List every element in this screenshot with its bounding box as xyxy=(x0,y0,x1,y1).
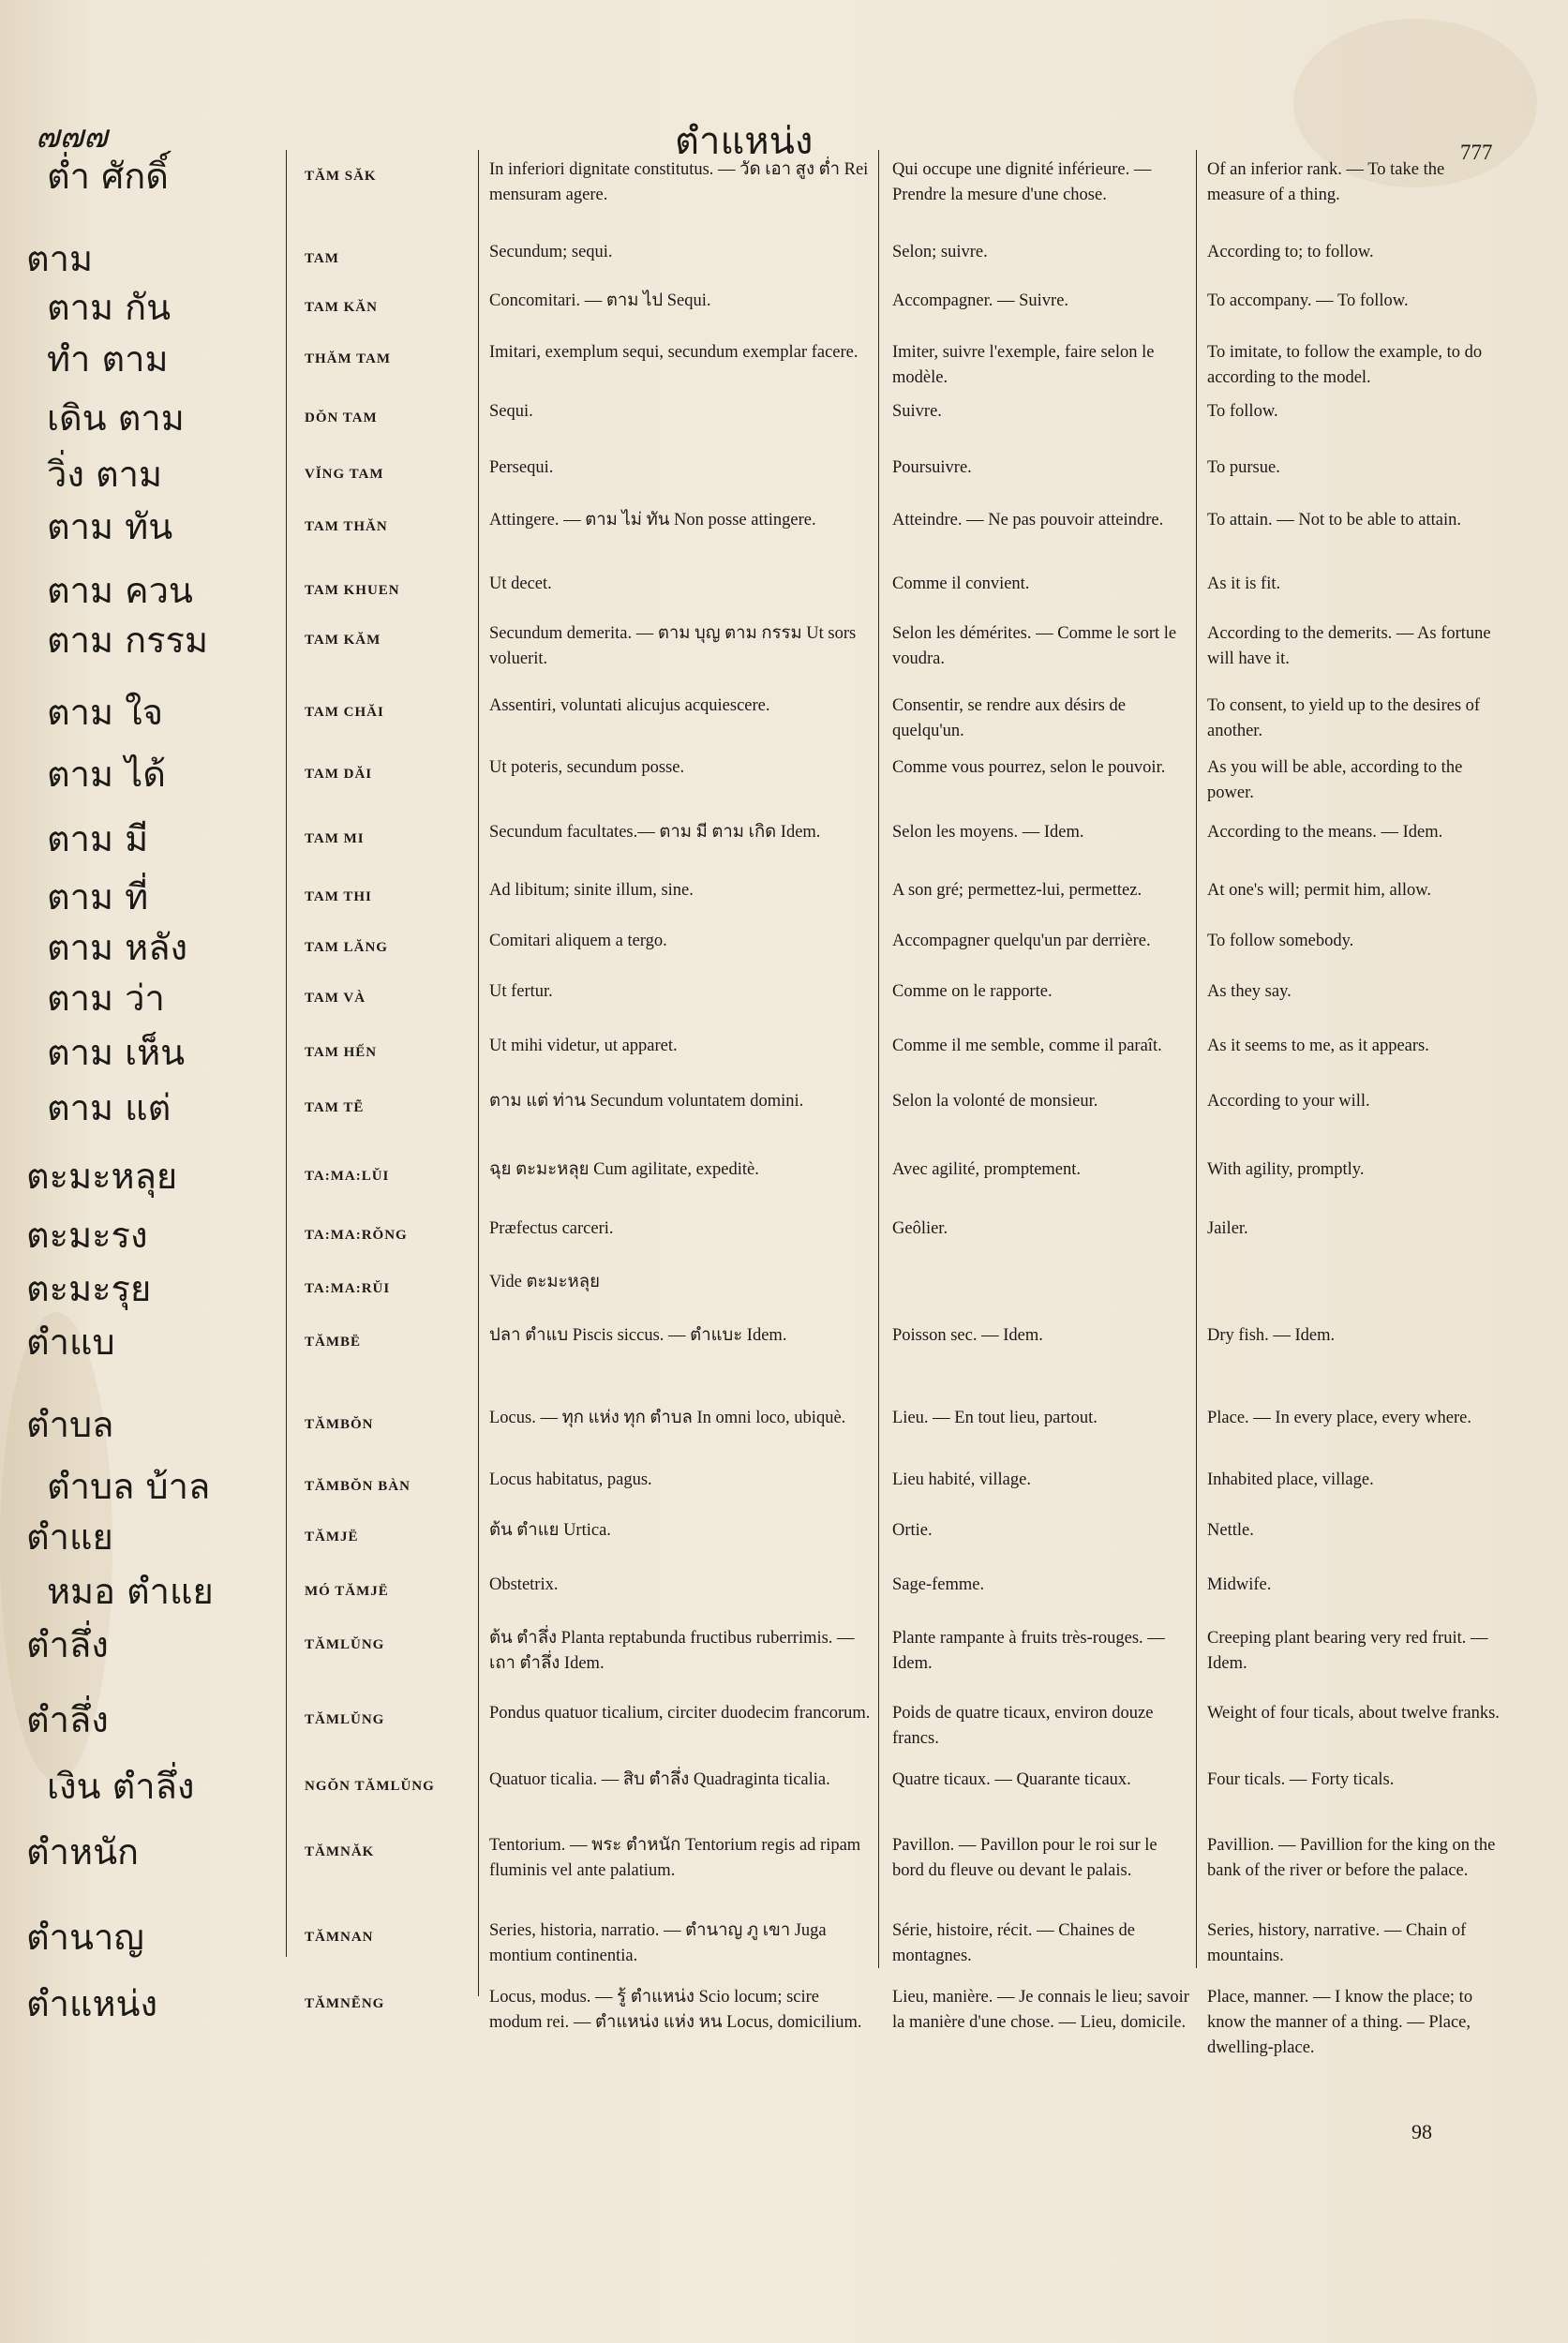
thai-headword: ตำลึ่ง xyxy=(26,1699,109,1740)
romanization: TAM HẾN xyxy=(305,1045,378,1060)
romanization: TĂMBË xyxy=(305,1335,362,1350)
thai-headword: ตะมะรง xyxy=(26,1215,148,1256)
thai-headword: ทำ ตาม xyxy=(47,338,169,380)
latin-definition: Secundum demerita. — ตาม บุญ ตาม กรรม Ut sors voluerit. xyxy=(489,624,857,668)
latin-definition: Pondus quatuor ticalium, circiter duodecim francorum. xyxy=(489,1704,871,1723)
thai-headword: ตำแย xyxy=(26,1516,113,1558)
english-definition: Four ticals. — Forty ticals. xyxy=(1207,1770,1395,1789)
english-definition: To accompany. — To follow. xyxy=(1207,291,1409,310)
french-definition: Comme on le rapporte. xyxy=(892,982,1053,1001)
english-definition: Place, manner. — I know the place; to know the manner of a thing. — Place, dwelling-place. xyxy=(1207,1988,1473,2057)
english-definition: To follow. xyxy=(1207,402,1278,421)
french-definition: Selon les moyens. — Idem. xyxy=(892,823,1084,842)
latin-definition: ปลา ตำแบ Piscis siccus. — ตำแบะ Idem. xyxy=(489,1326,787,1345)
thai-headword: ตาม มี xyxy=(47,818,149,859)
thai-headword: ตำนาญ xyxy=(26,1917,144,1958)
romanization: TAM VÀ xyxy=(305,991,366,1006)
latin-definition: ตาม แต่ ท่าน Secundum voluntatem domini. xyxy=(489,1092,804,1111)
french-definition: Consentir, se rendre aux désirs de quelqu'un. xyxy=(892,696,1126,740)
french-definition: Pavillon. — Pavillon pour le roi sur le bord du fleuve ou devant le palais. xyxy=(892,1836,1157,1880)
thai-headword: ตาม กัน xyxy=(47,287,172,328)
latin-definition: Tentorium. — พระ ตำหนัก Tentorium regis ad ripam fluminis vel ante palatium. xyxy=(489,1836,861,1880)
column-divider xyxy=(478,150,479,1996)
english-definition: Dry fish. — Idem. xyxy=(1207,1326,1336,1345)
latin-definition: Obstetrix. xyxy=(489,1575,559,1594)
english-definition: Weight of four ticals, about twelve franks. xyxy=(1207,1704,1500,1723)
thai-headword: ตาม เห็น xyxy=(47,1032,186,1073)
thai-headword: ตำลึ่ง xyxy=(26,1624,109,1665)
latin-definition: Imitari, exemplum sequi, secundum exemplar facere. xyxy=(489,343,859,362)
romanization: TAM THĂN xyxy=(305,519,388,534)
english-definition: Nettle. xyxy=(1207,1521,1254,1540)
english-definition: Midwife. xyxy=(1207,1575,1272,1594)
french-definition: Lieu habité, village. xyxy=(892,1470,1031,1489)
romanization: TAM MI xyxy=(305,831,365,846)
latin-definition: Ut decet. xyxy=(489,575,552,593)
corner-numerals: ๗๗๗ xyxy=(36,118,108,156)
latin-definition: Locus, modus. — รู้ ตำแหน่ง Scio locum; scire modum rei. — ตำแหน่ง แห่ง หน Locus, domicilium. xyxy=(489,1988,862,2032)
latin-definition: ต้น ตำแย Urtica. xyxy=(489,1521,611,1540)
english-definition: To pursue. xyxy=(1207,458,1280,477)
thai-headword: เงิน ตำลึ่ง xyxy=(47,1766,195,1807)
latin-definition: Secundum; sequi. xyxy=(489,243,613,261)
thai-headword: ตาม ว่า xyxy=(47,977,165,1019)
thai-headword: ตาม ควน xyxy=(47,570,193,611)
thai-headword: ตาม ใจ xyxy=(47,692,163,733)
latin-definition: Series, historia, narratio. — ตำนาญ ภู เขา Juga montium continentia. xyxy=(489,1921,827,1965)
latin-definition: Ut fertur. xyxy=(489,982,553,1001)
latin-definition: Ut poteris, secundum posse. xyxy=(489,758,685,777)
french-definition: Ortie. xyxy=(892,1521,933,1540)
romanization: NGŎN TĂMLŬNG xyxy=(305,1779,435,1794)
latin-definition: Concomitari. — ตาม ไป Sequi. xyxy=(489,291,711,310)
english-definition: According to your will. xyxy=(1207,1092,1370,1111)
french-definition: Qui occupe une dignité inférieure. — Prendre la mesure d'une chose. xyxy=(892,160,1152,204)
page-title: ตำแหน่ง xyxy=(675,120,814,163)
romanization: TĂMLŬNG xyxy=(305,1637,385,1652)
english-definition: To imitate, to follow the example, to do according to the model. xyxy=(1207,343,1483,387)
english-definition: Creeping plant bearing very red fruit. — Idem. xyxy=(1207,1629,1488,1673)
column-divider xyxy=(286,150,287,1957)
latin-definition: Vide ตะมะหลุย xyxy=(489,1273,600,1291)
footer-number: 98 xyxy=(1411,2120,1432,2143)
romanization: TĂMBŎN BÀN xyxy=(305,1479,411,1494)
romanization: TĂMNAN xyxy=(305,1930,374,1945)
french-definition: Lieu. — En tout lieu, partout. xyxy=(892,1409,1098,1427)
thai-headword: ตำแบ xyxy=(26,1321,115,1363)
romanization: TAM KĂN xyxy=(305,300,378,315)
french-definition: Série, histoire, récit. — Chaines de montagnes. xyxy=(892,1921,1135,1965)
french-definition: Selon; suivre. xyxy=(892,243,988,261)
french-definition: Imiter, suivre l'exemple, faire selon le modèle. xyxy=(892,343,1155,387)
latin-definition: ต้น ตำลึ่ง Planta reptabunda fructibus ruberrimis. — เถา ตำลึ่ง Idem. xyxy=(489,1629,855,1673)
romanization: TAM LĂNG xyxy=(305,940,388,955)
latin-definition: Sequi. xyxy=(489,402,533,421)
romanization: TAM TẼ xyxy=(305,1100,365,1115)
latin-definition: ฉุย ตะมะหลุย Cum agilitate, expeditè. xyxy=(489,1160,759,1179)
romanization: TA:MA:RŬI xyxy=(305,1281,391,1296)
thai-headword: ตาม กรรม xyxy=(47,619,209,661)
english-definition: According to the demerits. — As fortune will have it. xyxy=(1207,624,1491,668)
french-definition: Accompagner. — Suivre. xyxy=(892,291,1069,310)
french-definition: Accompagner quelqu'un par derrière. xyxy=(892,932,1151,950)
french-definition: Atteindre. — Ne pas pouvoir atteindre. xyxy=(892,511,1164,530)
romanization: VĬNG TAM xyxy=(305,467,384,482)
romanization: TA:MA:RŎNG xyxy=(305,1228,408,1243)
latin-definition: Persequi. xyxy=(489,458,554,477)
english-definition: To consent, to yield up to the desires of another. xyxy=(1207,696,1481,740)
french-definition: Plante rampante à fruits très-rouges. — Idem. xyxy=(892,1629,1165,1673)
romanization: TĂMNẼNG xyxy=(305,1996,385,2011)
thai-headword: ตาม ที่ xyxy=(47,876,149,918)
latin-definition: Quatuor ticalia. — สิบ ตำลึ่ง Quadraginta ticalia. xyxy=(489,1770,830,1789)
english-definition: As it seems to me, as it appears. xyxy=(1207,1037,1429,1055)
romanization: DŎN TAM xyxy=(305,410,378,425)
english-definition: Pavillion. — Pavillion for the king on the bank of the river or before the palace. xyxy=(1207,1836,1496,1880)
french-definition: Quatre ticaux. — Quarante ticaux. xyxy=(892,1770,1131,1789)
romanization: TĂMLŬNG xyxy=(305,1712,385,1727)
column-divider xyxy=(878,150,879,1968)
thai-headword: เดิน ตาม xyxy=(47,397,185,439)
latin-definition: Locus. — ทุก แห่ง ทุก ตำบล In omni loco, ubiquè. xyxy=(489,1409,846,1427)
english-definition: As it is fit. xyxy=(1207,575,1281,593)
french-definition: Sage-femme. xyxy=(892,1575,985,1594)
english-definition: According to; to follow. xyxy=(1207,243,1374,261)
french-definition: Poursuivre. xyxy=(892,458,972,477)
thai-headword: ตำบล บ้าล xyxy=(47,1466,211,1507)
thai-headword: ต่ำ ศักดิ์ xyxy=(47,156,169,197)
thai-headword: วิ่ง ตาม xyxy=(47,454,163,495)
romanization: TAM KĂM xyxy=(305,633,381,648)
french-definition: A son gré; permettez-lui, permettez. xyxy=(892,881,1142,900)
latin-definition: In inferiori dignitate constitutus. — วัด เอา สูง ต่ำ Rei mensuram agere. xyxy=(489,160,869,204)
thai-headword: ตะมะหลุย xyxy=(26,1156,178,1197)
latin-definition: Secundum facultates.— ตาม มี ตาม เกิด Idem. xyxy=(489,823,821,842)
thai-headword: ตาม ทัน xyxy=(47,506,173,547)
french-definition: Avec agilité, promptement. xyxy=(892,1160,1082,1179)
french-definition: Suivre. xyxy=(892,402,942,421)
romanization: TAM KHUEN xyxy=(305,583,400,598)
romanization: TAM xyxy=(305,251,339,266)
romanization: TA:MA:LŬI xyxy=(305,1169,390,1184)
thai-headword: ตะมะรุย xyxy=(26,1268,152,1309)
romanization: THĂM TAM xyxy=(305,351,392,366)
thai-headword: ตาม หลัง xyxy=(47,927,188,968)
thai-headword: หมอ ตำแย xyxy=(47,1571,214,1612)
latin-definition: Ad libitum; sinite illum, sine. xyxy=(489,881,694,900)
english-definition: Of an inferior rank. — To take the measure of a thing. xyxy=(1207,160,1445,204)
thai-headword: ตำแหน่ง xyxy=(26,1983,158,2024)
latin-definition: Ut mihi videtur, ut apparet. xyxy=(489,1037,678,1055)
english-definition: As you will be able, according to the power. xyxy=(1207,758,1463,802)
column-divider xyxy=(1196,150,1197,1968)
english-definition: With agility, promptly. xyxy=(1207,1160,1365,1179)
french-definition: Poids de quatre ticaux, environ douze francs. xyxy=(892,1704,1154,1748)
romanization: TĂMBŎN xyxy=(305,1417,374,1432)
romanization: TAM THI xyxy=(305,889,372,904)
page-number: 777 xyxy=(1460,141,1493,164)
latin-definition: Locus habitatus, pagus. xyxy=(489,1470,652,1489)
romanization: TAM CHĂI xyxy=(305,705,384,720)
latin-definition: Præfectus carceri. xyxy=(489,1219,614,1238)
french-definition: Selon la volonté de monsieur. xyxy=(892,1092,1098,1111)
romanization: TĂMNĂK xyxy=(305,1844,375,1859)
french-definition: Comme vous pourrez, selon le pouvoir. xyxy=(892,758,1166,777)
english-definition: To attain. — Not to be able to attain. xyxy=(1207,511,1461,530)
latin-definition: Assentiri, voluntati alicujus acquiescere. xyxy=(489,696,770,715)
latin-definition: Attingere. — ตาม ไม่ ทัน Non posse attingere. xyxy=(489,511,816,530)
romanization: TĂMJË xyxy=(305,1530,359,1545)
english-definition: Inhabited place, village. xyxy=(1207,1470,1374,1489)
romanization: TAM DĂI xyxy=(305,767,373,782)
french-definition: Lieu, manière. — Je connais le lieu; savoir la manière d'une chose. — Lieu, domicile. xyxy=(892,1988,1189,2032)
french-definition: Comme il me semble, comme il paraît. xyxy=(892,1037,1162,1055)
english-definition: Jailer. xyxy=(1207,1219,1248,1238)
thai-headword: ตำบล xyxy=(26,1404,114,1445)
romanization: MÓ TĂMJË xyxy=(305,1584,389,1599)
english-definition: To follow somebody. xyxy=(1207,932,1354,950)
thai-headword: ตาม แต่ xyxy=(47,1087,172,1128)
romanization: TĂM SĂK xyxy=(305,169,377,184)
french-definition: Selon les démérites. — Comme le sort le voudra. xyxy=(892,624,1177,668)
thai-headword: ตำหนัก xyxy=(26,1831,140,1873)
english-definition: At one's will; permit him, allow. xyxy=(1207,881,1432,900)
french-definition: Geôlier. xyxy=(892,1219,948,1238)
french-definition: Poisson sec. — Idem. xyxy=(892,1326,1043,1345)
french-definition: Comme il convient. xyxy=(892,575,1030,593)
thai-headword: ตาม xyxy=(26,238,94,279)
english-definition: According to the means. — Idem. xyxy=(1207,823,1443,842)
english-definition: As they say. xyxy=(1207,982,1292,1001)
thai-headword: ตาม ได้ xyxy=(47,754,166,795)
english-definition: Series, history, narrative. — Chain of mountains. xyxy=(1207,1921,1467,1965)
latin-definition: Comitari aliquem a tergo. xyxy=(489,932,667,950)
english-definition: Place. — In every place, every where. xyxy=(1207,1409,1471,1427)
